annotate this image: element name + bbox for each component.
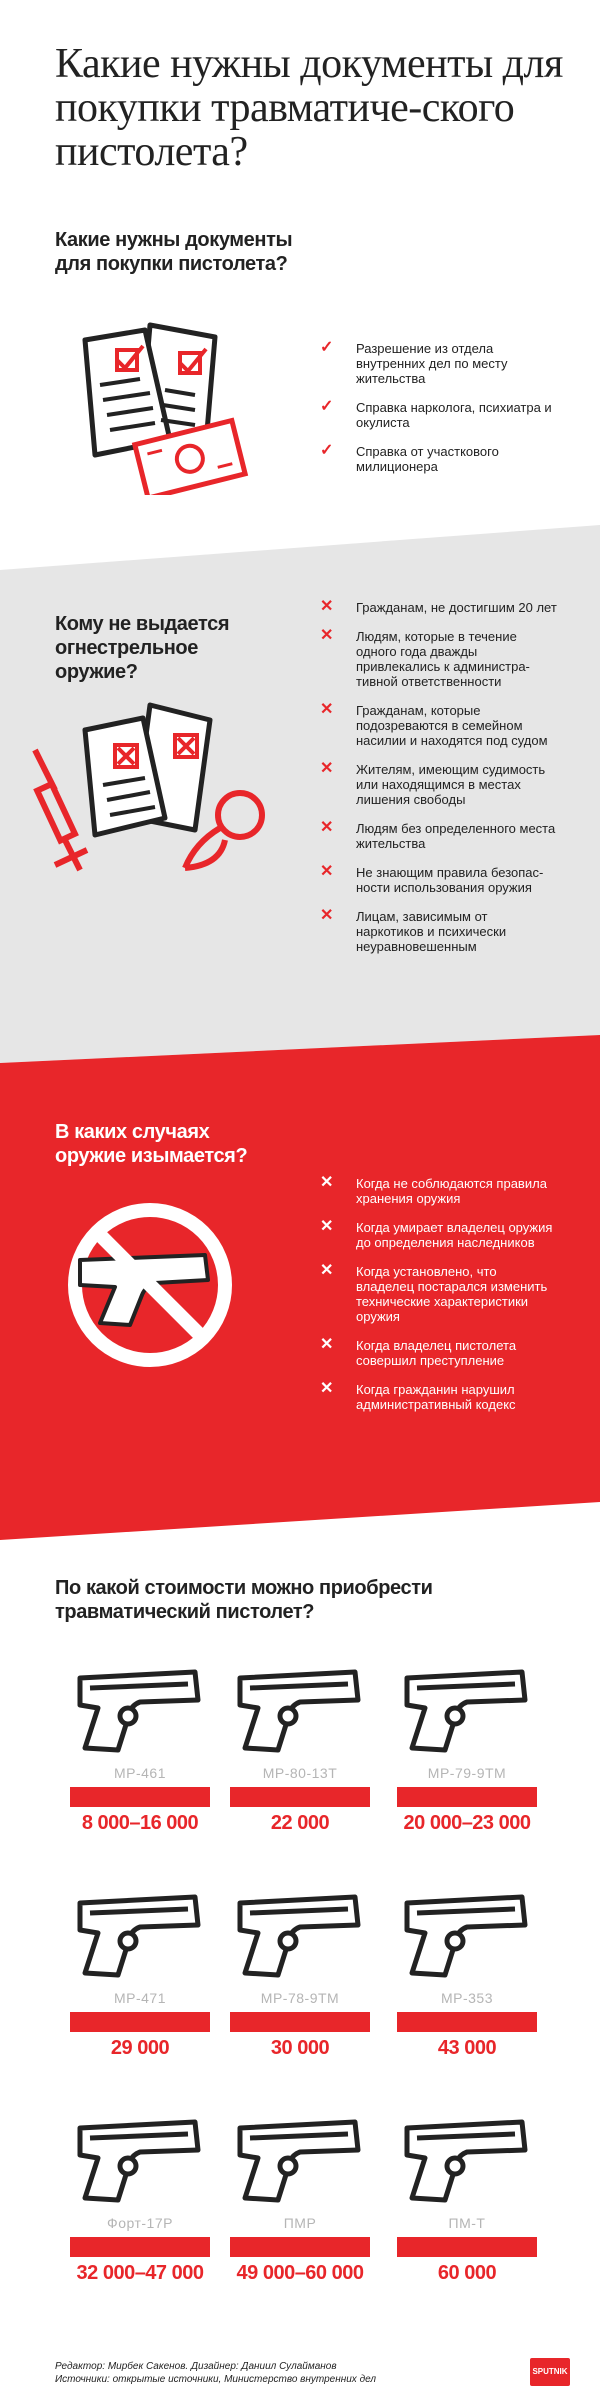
list-item: ✕ Когда установлено, что владелец постарался изменить технические характеристики оружия — [320, 1262, 548, 1324]
list-item: ✓ Справка от участкового милиционера — [320, 442, 499, 474]
list-item: ✕ Когда гражданин нарушил административный кодекс — [320, 1380, 516, 1412]
pistol-price: 30 000 — [270, 2037, 330, 2059]
pistol-price: 49 000–60 000 — [236, 2262, 364, 2284]
cross-icon: ✕ — [320, 1218, 334, 1235]
refusal-list — [318, 600, 558, 968]
price-bar — [230, 1787, 370, 1807]
pistol-icon — [397, 1875, 537, 1985]
section3-heading: В каких случаях оружие изымается? — [55, 1121, 248, 1167]
cross-icon: ✕ — [320, 701, 334, 718]
price-bar — [397, 2237, 537, 2257]
price-bar — [70, 2012, 210, 2032]
pistol-price: 29 000 — [110, 2037, 170, 2059]
sputnik-logo: SPUTNIK — [530, 2358, 570, 2386]
list-item: ✕ Не знающим правила безопас-ности использования оружия — [320, 863, 544, 895]
cross-icon: ✕ — [320, 907, 334, 924]
pistol-price: 20 000–23 000 — [403, 1812, 531, 1834]
cross-icon: ✕ — [320, 1174, 334, 1191]
list-item: ✕ Гражданам, которые подозреваются в семейном насилии и находятся под судом — [320, 701, 548, 748]
pistol-icon — [397, 1650, 537, 1760]
pistol-name: МР-79-9ТМ — [427, 1765, 507, 1781]
page-title: Какие нужны документы для покупки травматиче-ского пистолета? — [55, 41, 563, 175]
pistol-name: МР-353 — [440, 1990, 494, 2006]
syringe-documents-handcuffs-icon — [25, 700, 285, 880]
list-item: ✓ Справка нарколога, психиатра и окулиста — [320, 398, 552, 430]
pistol-name: МР-80-13Т — [262, 1765, 338, 1781]
list-item: ✕ Когда не соблюдаются правила хранения оружия — [320, 1174, 547, 1206]
cross-icon: ✕ — [320, 598, 334, 615]
pistol-name: Форт-17Р — [107, 2215, 173, 2231]
credits — [55, 2360, 376, 2386]
documents-icon — [55, 315, 255, 495]
pistol-price: 43 000 — [437, 2037, 497, 2059]
seizure-list — [318, 1176, 558, 1426]
list-item: ✕ Людям, которые в течение одного года дважды привлекались к администра-тивной ответственности — [320, 627, 530, 689]
price-bar — [70, 2237, 210, 2257]
cross-icon: ✕ — [320, 760, 334, 777]
pistol-icon — [70, 1650, 210, 1760]
credits-sources: Источники: открытые источники, Министерство внутренних дел — [55, 2374, 376, 2385]
check-icon: ✓ — [320, 442, 334, 459]
section4-heading: По какой стоимости можно приобрести травматический пистолет? — [55, 1577, 433, 1623]
cross-icon: ✕ — [320, 1262, 334, 1279]
pistol-price: 60 000 — [437, 2262, 497, 2284]
section2-heading: Кому не выдается огнестрельное оружие? — [55, 613, 230, 683]
cross-icon: ✕ — [320, 819, 334, 836]
pistol-name: МР-461 — [113, 1765, 167, 1781]
pistol-icon — [230, 1650, 370, 1760]
no-gun-icon — [60, 1195, 240, 1375]
cross-icon: ✕ — [320, 1380, 334, 1397]
documents-list — [318, 341, 558, 488]
pistol-name: МР-471 — [113, 1990, 167, 2006]
list-item: ✕ Когда владелец пистолета совершил преступление — [320, 1336, 517, 1368]
list-item: ✓ Разрешение из отдела внутренних дел по месту жительства — [320, 339, 508, 386]
cross-icon: ✕ — [320, 627, 334, 644]
pistol-icon — [397, 2100, 537, 2210]
list-item: ✕ Когда умирает владелец оружия до определения наследников — [320, 1218, 553, 1250]
pistol-icon — [230, 2100, 370, 2210]
pistol-name: ПМР — [283, 2215, 317, 2231]
check-icon: ✓ — [320, 339, 334, 356]
pistol-name: ПМ-Т — [448, 2215, 486, 2231]
credits-editor: Редактор: Мирбек Сакенов. Дизайнер: Даниил Сулайманов — [55, 2361, 337, 2372]
price-bar — [230, 2012, 370, 2032]
section1-heading: Какие нужны документы для покупки пистолета? — [55, 229, 293, 275]
check-icon: ✓ — [320, 398, 334, 415]
pistol-name: МР-78-9ТМ — [260, 1990, 340, 2006]
pistol-price: 22 000 — [270, 1812, 330, 1834]
price-bar — [397, 1787, 537, 1807]
cross-icon: ✕ — [320, 1336, 334, 1353]
cross-icon: ✕ — [320, 863, 334, 880]
list-item: ✕ Людям без определенного места жительства — [320, 819, 556, 851]
price-bar — [397, 2012, 537, 2032]
price-bar — [230, 2237, 370, 2257]
pistol-price: 8 000–16 000 — [81, 1812, 199, 1834]
price-bar — [70, 1787, 210, 1807]
list-item: ✕ Лицам, зависимым от наркотиков и психически неуравновешенным — [320, 907, 507, 954]
pistol-icon — [230, 1875, 370, 1985]
pistol-price: 32 000–47 000 — [76, 2262, 204, 2284]
pistol-icon — [70, 1875, 210, 1985]
pistol-icon — [70, 2100, 210, 2210]
list-item: ✕ Жителям, имеющим судимость или находящимся в местах лишения свободы — [320, 760, 546, 807]
list-item: ✕ Гражданам, не достигшим 20 лет — [320, 598, 557, 615]
